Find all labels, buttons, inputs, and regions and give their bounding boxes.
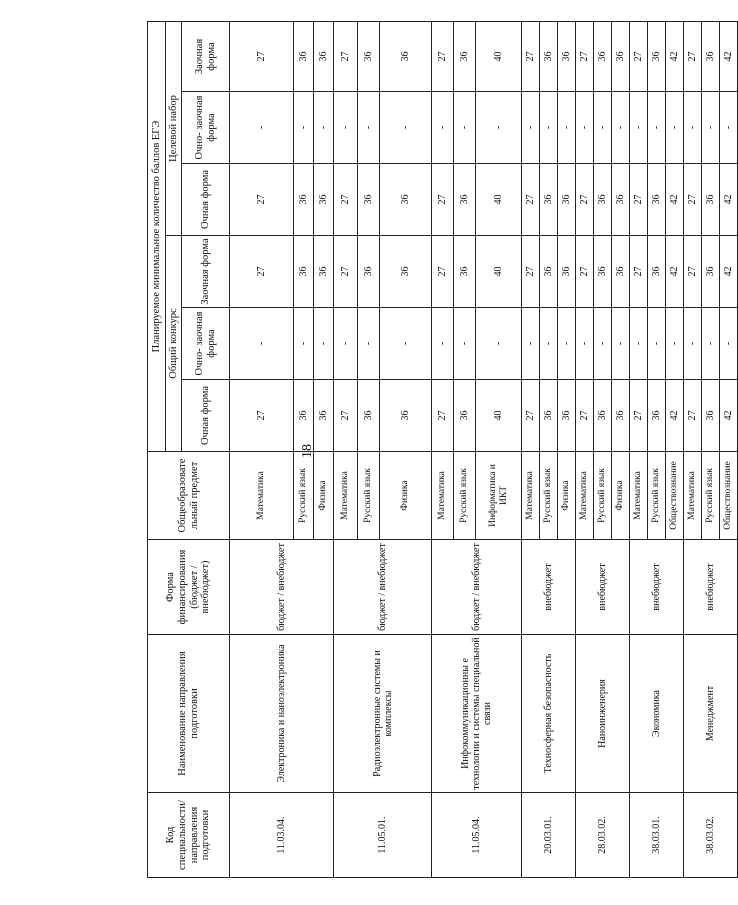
score-cell: - — [358, 92, 380, 164]
score-cell: 27 — [334, 236, 358, 308]
program-name: Радиоэлектронные системы и комплексы — [334, 635, 432, 793]
score-cell: - — [358, 308, 380, 380]
page-number: 18 — [300, 444, 315, 458]
score-cell: 36 — [648, 380, 666, 452]
score-cell: 27 — [522, 164, 540, 236]
score-cell: - — [334, 308, 358, 380]
score-cell: - — [576, 308, 594, 380]
score-cell: 36 — [612, 21, 630, 91]
score-cell: 27 — [630, 236, 648, 308]
score-cell: - — [630, 92, 648, 164]
subject-cell: Математика — [334, 452, 358, 540]
subject-cell: Информатика и ИКТ — [476, 452, 522, 540]
header-name: Наименование направления подготовки — [148, 635, 230, 793]
header-code: Код специальности/ направления подготовки — [148, 793, 230, 878]
program-name: Менеджмент — [684, 635, 738, 793]
table-header — [148, 21, 230, 877]
score-cell: 40 — [476, 236, 522, 308]
header-funding: Форма финансирования (бюджет / внебюджет) — [148, 540, 230, 635]
subject-cell: Русский язык — [648, 452, 666, 540]
score-cell: - — [540, 92, 558, 164]
header-form: Очная форма — [182, 380, 230, 452]
score-cell: 36 — [648, 236, 666, 308]
program-funding: внебюджет — [630, 540, 684, 635]
score-cell: 36 — [702, 164, 720, 236]
score-cell: - — [380, 92, 432, 164]
score-cell: 36 — [294, 21, 314, 91]
score-cell: 27 — [432, 164, 454, 236]
header-form: Очная форма — [182, 164, 230, 236]
score-cell: - — [380, 308, 432, 380]
header-form: Заочная форма — [182, 236, 230, 308]
score-cell: - — [314, 308, 334, 380]
score-cell: 36 — [540, 21, 558, 91]
header-general-competition: Общий конкурс — [166, 236, 182, 452]
score-cell: - — [648, 308, 666, 380]
score-cell: 36 — [380, 164, 432, 236]
program-name: Электроника и наноэлектроника — [230, 635, 334, 793]
subject-cell: Обществознание — [666, 452, 684, 540]
score-cell: 27 — [630, 380, 648, 452]
program-funding: внебюджет — [576, 540, 630, 635]
score-cell: 42 — [720, 236, 738, 308]
score-cell: 36 — [380, 236, 432, 308]
score-cell: 36 — [454, 380, 476, 452]
table-row — [684, 21, 702, 877]
program-name: Экономика — [630, 635, 684, 793]
score-cell: 27 — [684, 164, 702, 236]
score-cell: - — [558, 92, 576, 164]
score-cell: - — [454, 308, 476, 380]
score-cell: - — [666, 92, 684, 164]
table-row — [630, 21, 648, 877]
score-cell: - — [432, 92, 454, 164]
rotated-table-container — [147, 22, 734, 878]
score-cell: - — [648, 92, 666, 164]
table-row — [230, 21, 294, 877]
score-cell: - — [334, 92, 358, 164]
score-cell: 36 — [702, 21, 720, 91]
subject-cell: Математика — [576, 452, 594, 540]
score-cell: 36 — [702, 380, 720, 452]
table-row — [432, 21, 454, 877]
score-cell: - — [720, 92, 738, 164]
score-cell: - — [522, 308, 540, 380]
header-planned-scores: Планируемое минимальное количество баллов ЕГЭ — [148, 21, 166, 451]
score-cell: - — [294, 92, 314, 164]
score-cell: 27 — [630, 21, 648, 91]
score-cell: 36 — [358, 380, 380, 452]
score-cell: 27 — [334, 380, 358, 452]
score-cell: 27 — [432, 380, 454, 452]
header-subject: Общеобразовате льный предмет — [148, 452, 230, 540]
program-funding: бюджет / внебюджет — [432, 540, 522, 635]
score-cell: - — [558, 308, 576, 380]
score-cell: 36 — [314, 380, 334, 452]
table-row — [334, 21, 358, 877]
score-cell: 36 — [540, 236, 558, 308]
score-cell: 42 — [666, 21, 684, 91]
score-cell: 36 — [358, 236, 380, 308]
score-cell: 36 — [454, 164, 476, 236]
table-row — [522, 21, 540, 877]
score-cell: 42 — [666, 236, 684, 308]
score-cell: 36 — [314, 236, 334, 308]
subject-cell: Математика — [432, 452, 454, 540]
score-cell: 36 — [294, 236, 314, 308]
score-cell: - — [476, 308, 522, 380]
score-cell: 27 — [230, 164, 294, 236]
score-cell: 36 — [294, 164, 314, 236]
subject-cell: Русский язык — [454, 452, 476, 540]
score-cell: 36 — [648, 164, 666, 236]
header-form: Очно- заочная форма — [182, 92, 230, 164]
score-cell: 36 — [702, 236, 720, 308]
score-cell: 36 — [594, 236, 612, 308]
score-cell: 36 — [314, 21, 334, 91]
score-cell: 27 — [630, 164, 648, 236]
score-cell: 36 — [612, 380, 630, 452]
program-funding: бюджет / внебюджет — [230, 540, 334, 635]
subject-cell: Русский язык — [702, 452, 720, 540]
score-cell: - — [522, 92, 540, 164]
score-cell: - — [314, 92, 334, 164]
score-cell: 27 — [576, 21, 594, 91]
score-cell: 36 — [314, 164, 334, 236]
table-row — [576, 21, 594, 877]
score-cell: - — [702, 92, 720, 164]
score-cell: 27 — [576, 164, 594, 236]
score-cell: 27 — [432, 236, 454, 308]
score-cell: 40 — [476, 21, 522, 91]
score-cell: 27 — [230, 21, 294, 91]
score-cell: 27 — [684, 21, 702, 91]
score-cell: 27 — [334, 164, 358, 236]
score-cell: - — [576, 92, 594, 164]
subject-cell: Обществознание — [720, 452, 738, 540]
score-cell: 36 — [454, 236, 476, 308]
score-cell: - — [612, 308, 630, 380]
score-cell: 27 — [522, 21, 540, 91]
score-cell: 36 — [648, 21, 666, 91]
subject-cell: Физика — [314, 452, 334, 540]
subject-cell: Математика — [684, 452, 702, 540]
score-cell: 40 — [476, 164, 522, 236]
score-cell: 36 — [612, 236, 630, 308]
program-name: Инфокоммуникационны е технологии и системы специальной связи — [432, 635, 522, 793]
program-funding: внебюджет — [684, 540, 738, 635]
score-cell: 42 — [666, 380, 684, 452]
score-cell: - — [684, 308, 702, 380]
score-cell: 36 — [358, 164, 380, 236]
score-cell: - — [666, 308, 684, 380]
subject-cell: Физика — [380, 452, 432, 540]
score-cell: 42 — [666, 164, 684, 236]
subject-cell: Математика — [522, 452, 540, 540]
program-name: Техносферная безопасность — [522, 635, 576, 793]
score-cell: 36 — [594, 21, 612, 91]
score-cell: - — [230, 92, 294, 164]
score-cell: - — [684, 92, 702, 164]
subject-cell: Математика — [630, 452, 648, 540]
score-cell: 42 — [720, 380, 738, 452]
score-cell: - — [540, 308, 558, 380]
score-cell: - — [454, 92, 476, 164]
score-cell: - — [594, 92, 612, 164]
score-cell: 27 — [432, 21, 454, 91]
program-code: 11.03.04. — [230, 793, 334, 878]
score-cell: - — [630, 308, 648, 380]
score-cell: 27 — [334, 21, 358, 91]
score-cell: - — [594, 308, 612, 380]
score-cell: 27 — [576, 380, 594, 452]
program-code: 38.03.01. — [630, 793, 684, 878]
score-cell: - — [702, 308, 720, 380]
table-body — [230, 21, 738, 877]
score-cell: 36 — [380, 380, 432, 452]
program-funding: бюджет / внебюджет — [334, 540, 432, 635]
program-name: Наноинженерия — [576, 635, 630, 793]
score-cell: 36 — [594, 164, 612, 236]
subject-cell: Физика — [558, 452, 576, 540]
subject-cell: Физика — [612, 452, 630, 540]
score-cell: - — [612, 92, 630, 164]
program-code: 11.05.04. — [432, 793, 522, 878]
score-cell: 27 — [522, 380, 540, 452]
score-cell: 27 — [684, 236, 702, 308]
score-cell: - — [476, 92, 522, 164]
score-cell: 36 — [612, 164, 630, 236]
program-code: 20.03.01. — [522, 793, 576, 878]
subject-cell: Русский язык — [358, 452, 380, 540]
header-form: Заочная форма — [182, 21, 230, 91]
score-cell: 40 — [476, 380, 522, 452]
score-cell: 36 — [594, 380, 612, 452]
subject-cell: Русский язык — [540, 452, 558, 540]
score-cell: - — [432, 308, 454, 380]
score-cell: 36 — [358, 21, 380, 91]
admission-scores-table — [147, 21, 738, 878]
subject-cell: Русский язык — [294, 452, 314, 540]
header-targeted-admission: Целевой набор — [166, 21, 182, 235]
score-cell: 27 — [230, 380, 294, 452]
score-cell: 42 — [720, 164, 738, 236]
score-cell: 36 — [558, 21, 576, 91]
subject-cell: Математика — [230, 452, 294, 540]
score-cell: 36 — [294, 380, 314, 452]
score-cell: 36 — [540, 380, 558, 452]
score-cell: 42 — [720, 21, 738, 91]
score-cell: - — [720, 308, 738, 380]
header-form: Очно- заочная форма — [182, 308, 230, 380]
score-cell: 27 — [230, 236, 294, 308]
program-code: 11.05.01. — [334, 793, 432, 878]
score-cell: - — [230, 308, 294, 380]
program-funding: внебюджет — [522, 540, 576, 635]
score-cell: 36 — [558, 236, 576, 308]
score-cell: 36 — [380, 21, 432, 91]
program-code: 38.03.02. — [684, 793, 738, 878]
score-cell: 27 — [684, 380, 702, 452]
score-cell: 36 — [454, 21, 476, 91]
score-cell: 27 — [522, 236, 540, 308]
subject-cell: Русский язык — [594, 452, 612, 540]
score-cell: 27 — [576, 236, 594, 308]
score-cell: 36 — [558, 380, 576, 452]
score-cell: - — [294, 308, 314, 380]
score-cell: 36 — [540, 164, 558, 236]
score-cell: 36 — [558, 164, 576, 236]
program-code: 28.03.02. — [576, 793, 630, 878]
